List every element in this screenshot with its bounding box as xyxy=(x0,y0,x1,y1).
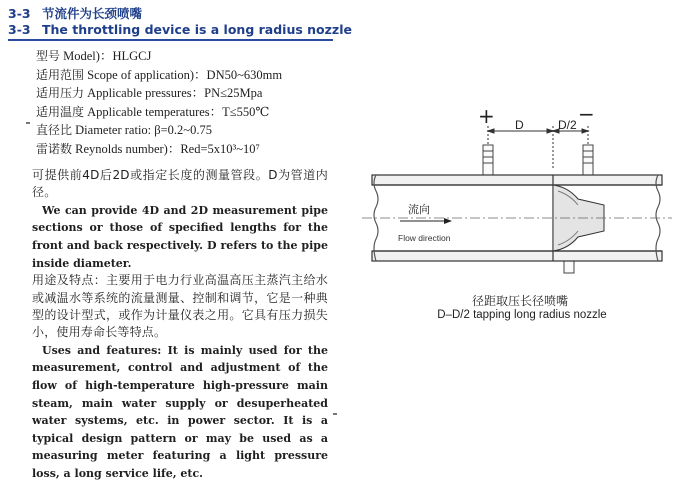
paragraph-zh-2: 用途及特点：主要用于电力行业高温高压主蒸汽主给水或减温水等系统的流量测量、控制和调节，它是一种典型的设计型式，或作为计量仪表之用。它具有压力损失小，使用寿命长等特点。 xyxy=(32,273,328,340)
spec-diameter-ratio: 直径比 Diameter ratio: β=0.2~0.75 xyxy=(36,123,212,138)
nozzle-diagram xyxy=(342,95,676,295)
flow-arrowhead xyxy=(444,218,452,224)
diagram-caption-en: D–D/2 tapping long radius nozzle xyxy=(437,309,607,321)
header-rule xyxy=(8,39,333,41)
section-title-en: 3-3 The throttling device is a long radius nozzle xyxy=(8,22,352,37)
flow-label-en: Flow direction xyxy=(398,233,451,243)
dimension-d2: D/2 xyxy=(558,118,577,132)
flow-label-zh: 流向 xyxy=(408,203,430,216)
paragraph-en-2: Uses and features: It is mainly used for the measurement, control and adjustment of the flow of high-temperature high-pressure main steam, main water supply or desuperheated water systems, etc. in power sector. It is a typical design pattern or may be used as a measuring meter featuring a light pressure loss, a long service life, etc. xyxy=(32,343,328,480)
margin-tick xyxy=(26,122,30,124)
spec-temperature: 适用温度 Applicable temperatures：T≤550℃ xyxy=(36,104,270,119)
spec-list xyxy=(36,47,336,159)
spec-reynolds: 雷诺数 Reynolds number)：Red=5x10³~10⁷ xyxy=(36,141,260,156)
spec-model: 型号 Model)：HLGCJ xyxy=(36,49,152,63)
section-title-zh: 3-3 节流件为长颈喷嘴 xyxy=(8,6,143,21)
dimension-line xyxy=(488,126,588,169)
minus-sign: − xyxy=(578,102,595,126)
spec-scope: 适用范围 Scope of application)：DN50~630mm xyxy=(36,67,283,82)
description-body xyxy=(32,167,328,483)
paragraph-zh-1: 可提供前4D后2D或指定长度的测量管段。D为管道内径。 xyxy=(32,168,328,200)
paragraph-en-1: We can provide 4D and 2D measurement pipe sections or those of specified lengths for the front and back respectively. D refers to the pipe inside diameter. xyxy=(32,203,328,270)
dimension-d: D xyxy=(515,118,524,132)
plus-sign: + xyxy=(478,104,495,128)
spec-pressure: 适用压力 Applicable pressures：PN≤25Mpa xyxy=(36,86,263,101)
diagram-caption-zh: 径距取压长径喷嘴 xyxy=(471,294,568,308)
margin-tick-right xyxy=(333,413,337,415)
section-header xyxy=(8,6,352,38)
